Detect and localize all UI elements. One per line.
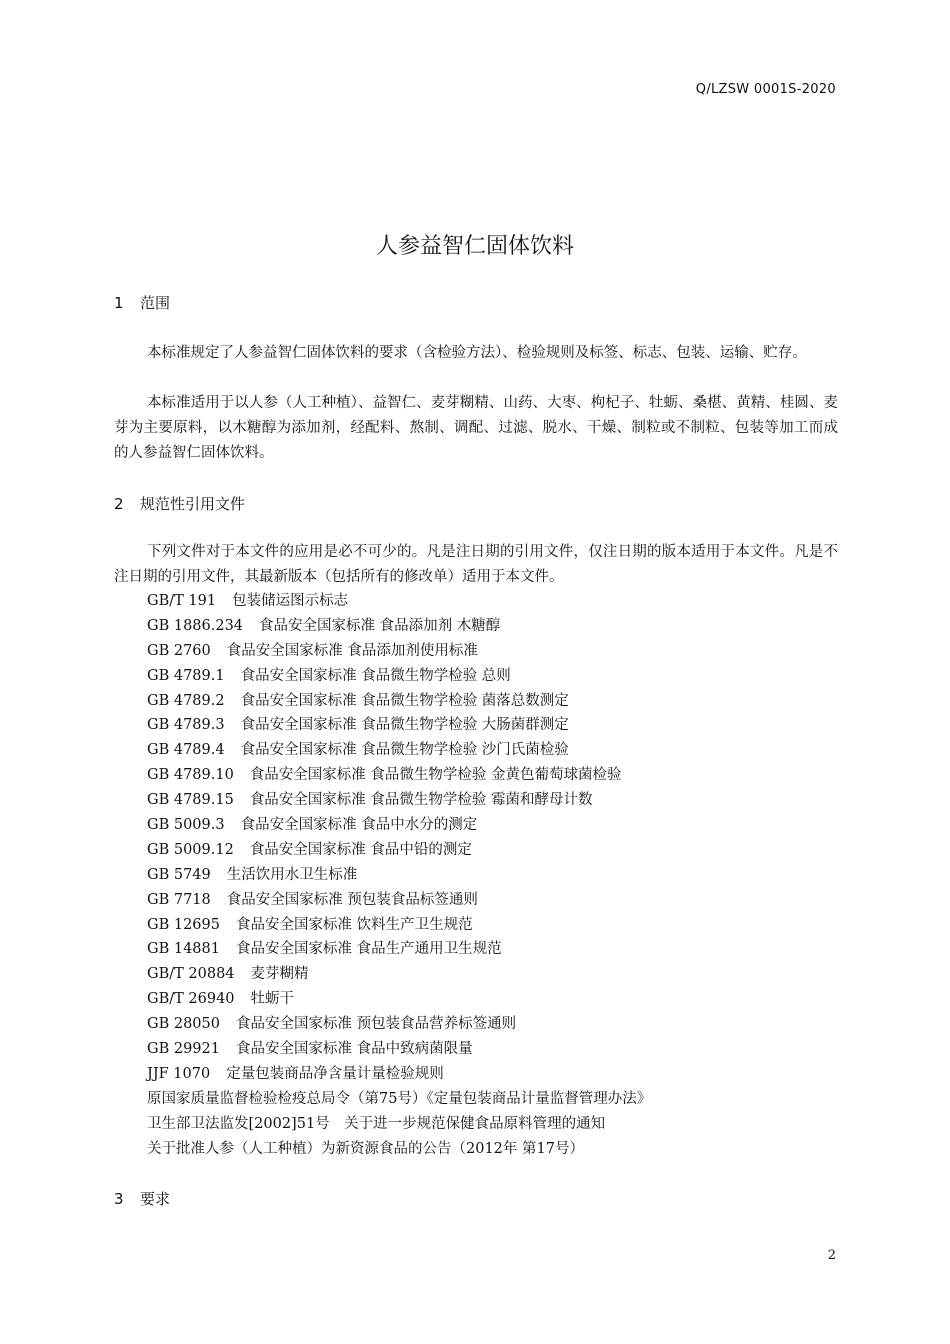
reference-code: GB 2760 xyxy=(147,642,211,659)
section-title: 规范性引用文件 xyxy=(140,495,246,513)
reference-item xyxy=(147,639,651,664)
reference-item xyxy=(147,614,651,639)
reference-code: GB 4789.2 xyxy=(147,692,225,709)
reference-code: GB/T 26940 xyxy=(147,991,235,1008)
reference-item xyxy=(147,1137,651,1162)
reference-item xyxy=(147,1087,651,1112)
reference-code: GB 4789.3 xyxy=(147,717,225,734)
reference-item xyxy=(147,1062,651,1087)
section-number: 3 xyxy=(114,1190,124,1208)
reference-code: GB 28050 xyxy=(147,1016,220,1033)
reference-name: 食品安全国家标准 食品微生物学检验 金黄色葡萄球菌检验 xyxy=(249,767,622,784)
reference-item xyxy=(147,813,651,838)
reference-name: 食品安全国家标准 食品中铅的测定 xyxy=(249,841,472,858)
reference-name: 食品安全国家标准 食品中致病菌限量 xyxy=(235,1041,473,1058)
section-number: 1 xyxy=(114,294,124,312)
reference-name: 食品安全国家标准 食品微生物学检验 大肠菌群测定 xyxy=(240,717,569,734)
reference-code: GB 4789.4 xyxy=(147,742,225,759)
reference-item xyxy=(147,962,651,987)
reference-item xyxy=(147,788,651,813)
reference-item xyxy=(147,913,651,938)
reference-code: GB/T 191 xyxy=(147,593,217,609)
reference-item xyxy=(147,863,651,888)
reference-name: 食品安全国家标准 预包装食品营养标签通则 xyxy=(235,1016,517,1033)
page-number: 2 xyxy=(827,1248,836,1263)
reference-name: 食品安全国家标准 食品微生物学检验 沙门氏菌检验 xyxy=(240,742,569,759)
references-intro: 下列文件对于本文件的应用是必不可少的。凡是注日期的引用文件，仅注日期的版本适用于本文件。凡是不注日期的引用文件，其最新版本（包括所有的修改单）适用于本文件。 xyxy=(114,544,838,585)
reference-name: 食品安全国家标准 食品添加剂 木糖醇 xyxy=(259,617,501,634)
section-heading-requirements xyxy=(114,1188,170,1209)
section-title: 要求 xyxy=(140,1190,171,1208)
reference-item xyxy=(147,838,651,863)
reference-name: 卫生部卫法监发[2002]51号 关于进一步规范保健食品原料管理的通知 xyxy=(147,1115,606,1132)
reference-name: 食品安全国家标准 食品微生物学检验 总则 xyxy=(240,667,511,684)
reference-code: GB 4789.1 xyxy=(147,667,225,684)
reference-item xyxy=(147,763,651,788)
reference-code: GB 5009.3 xyxy=(147,817,225,834)
reference-name: 关于批准人参（人工种植）为新资源食品的公告（2012年 第17号） xyxy=(147,1140,584,1157)
reference-name: 食品安全国家标准 预包装食品标签通则 xyxy=(226,891,478,908)
reference-item xyxy=(147,689,651,714)
reference-code: JJF 1070 xyxy=(147,1065,211,1082)
reference-item xyxy=(147,713,651,738)
section-heading-scope xyxy=(114,292,170,313)
reference-code: GB 5009.12 xyxy=(147,841,234,858)
reference-code: GB 14881 xyxy=(147,941,220,958)
reference-name: 原国家质量监督检验检疫总局令（第75号）《定量包装商品计量监督管理办法》 xyxy=(147,1090,652,1107)
reference-name: 麦芽糊精 xyxy=(250,966,309,983)
reference-code: GB 4789.10 xyxy=(147,767,234,784)
reference-item xyxy=(147,664,651,689)
section-title: 范围 xyxy=(140,294,171,312)
reference-item xyxy=(147,888,651,913)
scope-paragraph-2: 本标准适用于以人参（人工种植）、益智仁、麦芽糊精、山药、大枣、枸杞子、牡蛎、桑椹、黄精、桂圆、麦芽为主要原料，以木糖醇为添加剂，经配料、熬制、调配、过滤、脱水、干燥、制粒或不制粒、包装等加工而成的人参益智仁固体饮料。 xyxy=(114,395,838,461)
reference-code: GB 12695 xyxy=(147,916,220,933)
section-number: 2 xyxy=(114,495,124,513)
reference-code: GB 5749 xyxy=(147,866,211,883)
reference-item xyxy=(147,1012,651,1037)
scope-paragraph-1: 本标准规定了人参益智仁固体饮料的要求（含检验方法）、检验规则及标签、标志、包装、运输、贮存。 xyxy=(147,345,807,361)
reference-name: 食品安全国家标准 食品微生物学检验 霉菌和酵母计数 xyxy=(249,792,593,809)
reference-name: 定量包装商品净含量计量检验规则 xyxy=(226,1065,444,1082)
reference-code: GB/T 20884 xyxy=(147,966,235,983)
reference-name: 包装储运图示标志 xyxy=(232,593,349,609)
reference-name: 食品安全国家标准 食品微生物学检验 菌落总数测定 xyxy=(240,692,569,709)
reference-name: 食品安全国家标准 饮料生产卫生规范 xyxy=(235,916,473,933)
reference-item xyxy=(147,1037,651,1062)
reference-code: GB 1886.234 xyxy=(147,617,244,634)
reference-item xyxy=(147,1112,651,1137)
reference-item xyxy=(147,738,651,763)
reference-name: 生活饮用水卫生标准 xyxy=(226,866,358,883)
reference-item xyxy=(147,589,651,614)
reference-list xyxy=(147,589,651,1161)
reference-code: GB 29921 xyxy=(147,1041,220,1058)
reference-item xyxy=(147,987,651,1012)
document-code: Q/LZSW 0001S-2020 xyxy=(695,82,836,97)
section-heading-references xyxy=(114,493,245,514)
reference-name: 食品安全国家标准 食品添加剂使用标准 xyxy=(226,642,478,659)
reference-name: 牡蛎干 xyxy=(250,991,295,1008)
document-title: 人参益智仁固体饮料 xyxy=(375,233,574,259)
reference-name: 食品安全国家标准 食品中水分的测定 xyxy=(240,817,478,834)
reference-item xyxy=(147,937,651,962)
reference-code: GB 4789.15 xyxy=(147,792,234,809)
reference-code: GB 7718 xyxy=(147,891,211,908)
reference-name: 食品安全国家标准 食品生产通用卫生规范 xyxy=(235,941,502,958)
